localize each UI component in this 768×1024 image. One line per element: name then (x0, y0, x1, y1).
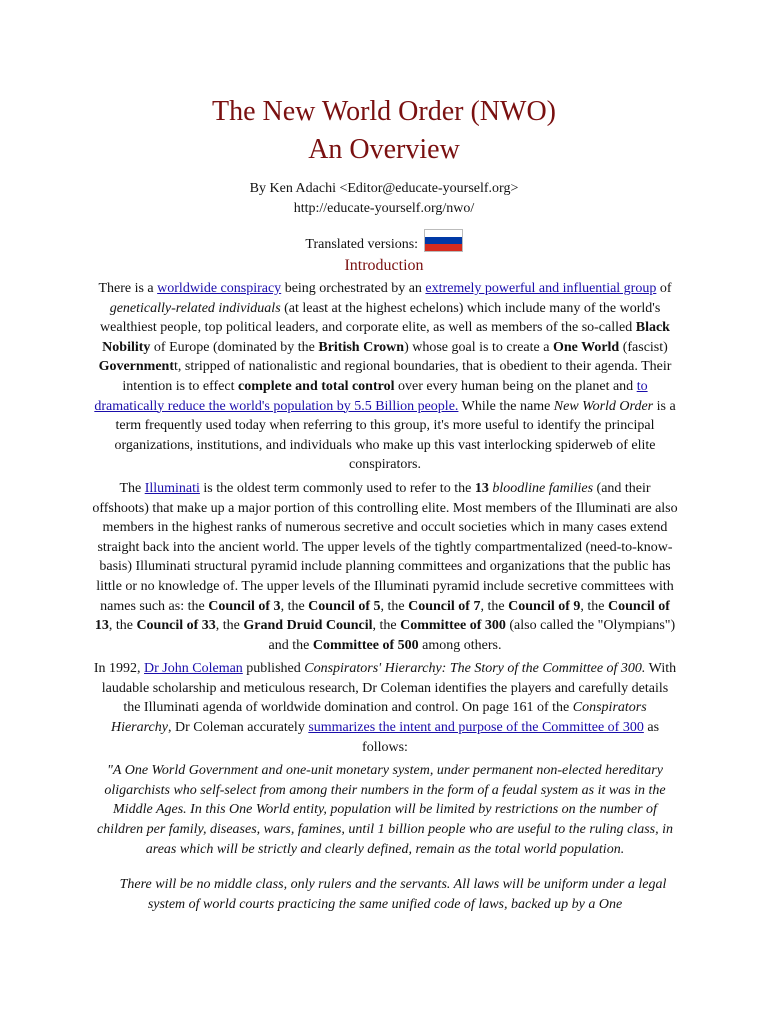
text: , the (372, 618, 401, 634)
article-body (92, 279, 678, 918)
text: ) whose goal is to create a (404, 339, 553, 355)
text: There is a (98, 281, 158, 296)
quote-paragraph-1: "A One World Government and one-unit monetary system, under permanent non-elected hereditary oligarchists who self-select from among their numbers in the form of a feudal system as it was in the Middle Ages. In this One World entity, population will be limited by restrictions on the number of children per family, diseases, wars, famines, until 1 billion people who are useful to the ruling class, in areas which will be strictly and clearly defined, remain as the total world population. (96, 763, 674, 857)
text: among others. (418, 637, 502, 653)
book-title: Conspirators Hierarchy (110, 700, 647, 736)
text: being orchestrated by an (281, 281, 426, 296)
bold-term: Black Nobility (102, 320, 670, 355)
source-url: http://educate-yourself.org/nwo/ (293, 201, 475, 216)
page-subtitle: An Overview (308, 134, 460, 165)
paragraph-1 (92, 279, 678, 475)
link-illuminati[interactable]: Illuminati (144, 480, 200, 496)
text: The (119, 480, 145, 496)
text: t, stripped of nationalistic and regional boundaries, that is obedient to their agenda. Their intention is to effect (122, 359, 672, 394)
flag-stripe-blue (425, 237, 462, 244)
quote-paragraph-2: There will be no middle class, only rulers and the servants. All laws will be uniform under a legal system of world courts practicing the same unified code of laws, backed up by a One (119, 877, 667, 912)
russian-flag-icon[interactable] (424, 229, 463, 252)
text: , the (215, 618, 244, 634)
paragraph-3 (92, 659, 678, 757)
text: (and their offshoots) that make up a major portion of this controlling elite. Most members of the Illuminati are also members in the highest ranks of numerous secretive and occult societies which in many cases extend straight back into the ancient world. The upper levels of the tightly compartmentalized (need-to-know-basis) Illuminati structural pyramid include planning committees and organizations that the public has little or no knowledge of. The upper levels of the Illuminati pyramid include secretive committees with names such as: the (92, 480, 678, 614)
bold-term: Committee of 300 (400, 618, 506, 634)
bold-term: Council of 7 (408, 598, 481, 614)
text: , the (380, 598, 409, 614)
link-john-coleman[interactable]: Dr John Coleman (144, 661, 243, 677)
text: over every human being on the planet and (394, 378, 637, 394)
text: of (656, 281, 672, 296)
bold-term: Council of 33 (136, 618, 216, 634)
emphasis: genetically-related individuals (109, 300, 281, 316)
book-title: Conspirators' Hierarchy: The Story of the Committee of 300. (304, 661, 646, 677)
link-reduce-population[interactable]: to dramatically reduce the world's population by 5.5 Billion people. (94, 378, 648, 414)
text: , the (108, 618, 137, 634)
link-powerful-group[interactable]: extremely powerful and influential group (425, 281, 657, 296)
text: (at least at the highest echelons) which include many of the world's wealthiest people, top political leaders, and corporate elite, as well as members of the so-called (100, 300, 661, 336)
text: is a term frequently used today when referring to this group, it's more useful to identify the principal organizations, institutions, and individuals who make up this vast interlocking spiderweb of elite conspirators. (114, 398, 676, 473)
bold-term: Council of 13 (94, 598, 670, 634)
bold-term: Grand Druid Council (243, 618, 373, 634)
bold-term: One World (552, 339, 620, 355)
introduction-heading: Introduction (344, 257, 424, 274)
text: (fascist) (619, 339, 668, 355)
text: of Europe (dominated by the (150, 339, 319, 355)
text: , the (280, 598, 309, 614)
text: is the oldest term commonly used to refer to the (199, 480, 475, 496)
text: While the name (458, 398, 554, 414)
text: , Dr Coleman accurately (167, 720, 309, 736)
bold-term: 13 (474, 480, 489, 496)
text: , the (480, 598, 509, 614)
emphasis: bloodline families (492, 480, 594, 496)
text: With laudable scholarship and meticulous research, Dr Coleman identifies the players and carefully details the Illuminati agenda of worldwide domination and control. On page 161 of the (101, 661, 677, 716)
emphasis: New World Order (553, 398, 654, 414)
bold-term: complete and total control (238, 378, 395, 394)
flag-stripe-white (425, 230, 462, 237)
bold-term: British Crown (318, 339, 405, 355)
link-committee-summary[interactable]: summarizes the intent and purpose of the Committee of 300 (308, 720, 644, 736)
text: In 1992, (93, 661, 145, 677)
text: as follows: (362, 720, 660, 755)
byline (0, 179, 768, 219)
bold-term: Council of 9 (508, 598, 581, 614)
bold-term: Government (98, 359, 175, 375)
text: , the (580, 598, 609, 614)
text: published (242, 661, 305, 677)
link-worldwide-conspiracy[interactable]: worldwide conspiracy (157, 281, 282, 296)
bold-term: Council of 3 (208, 598, 281, 614)
bold-term: Council of 5 (308, 598, 381, 614)
paragraph-2 (92, 479, 678, 655)
page-title: The New World Order (NWO) (212, 96, 556, 127)
translated-versions (0, 229, 768, 255)
author-line: By Ken Adachi <Editor@educate-yourself.org> (249, 181, 519, 196)
translated-label: Translated versions: (305, 237, 419, 252)
bold-term: Committee of 500 (312, 637, 419, 653)
text: (also called the "Olympians") and the (268, 618, 676, 653)
flag-stripe-red (425, 244, 462, 251)
